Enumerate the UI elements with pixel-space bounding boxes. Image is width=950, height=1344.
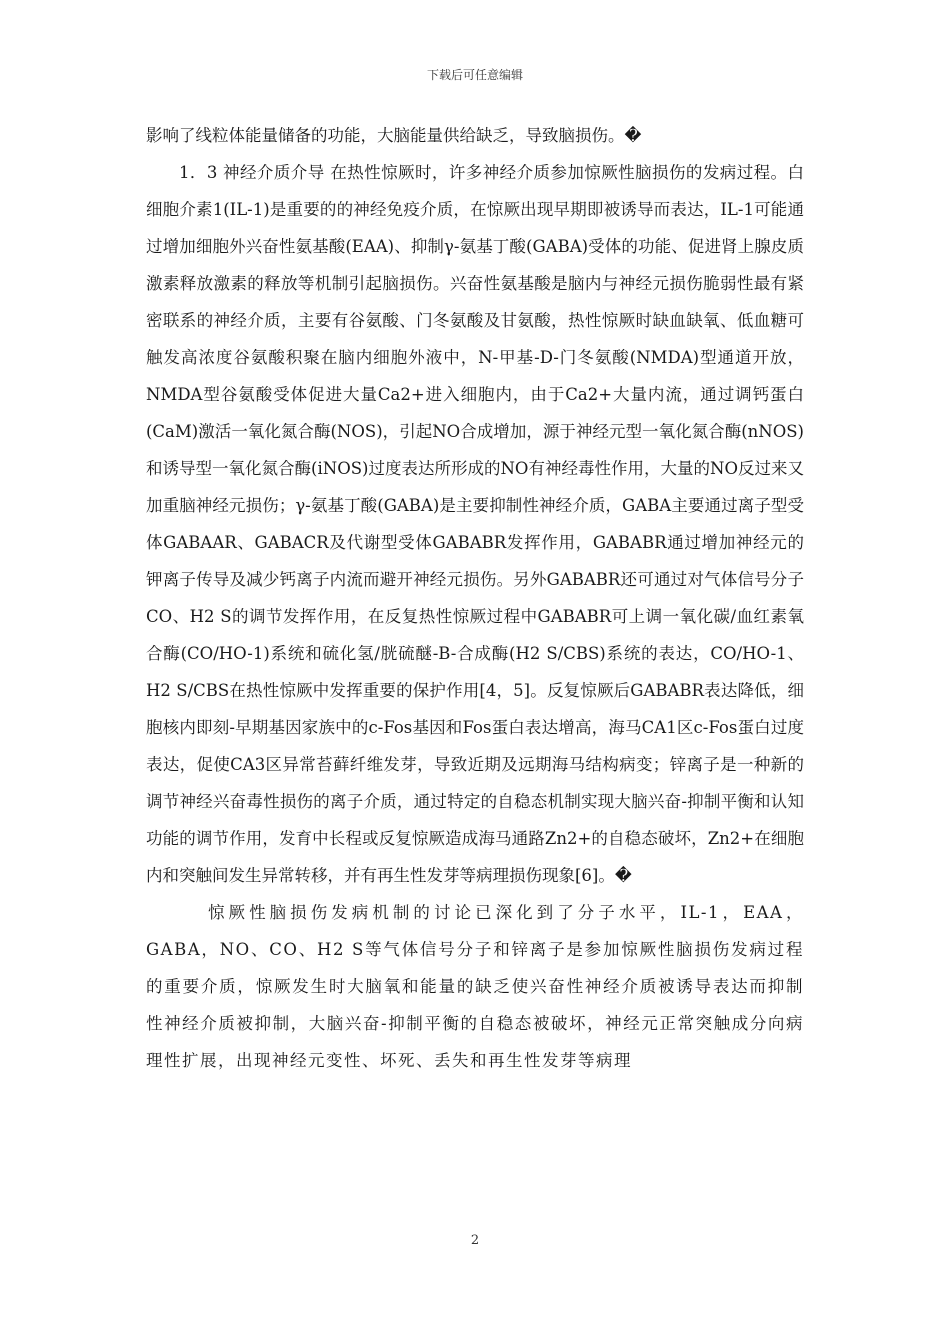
page-header: 下载后可任意编辑	[426, 68, 523, 82]
paragraph-neurotransmitter-mediation: 1．3 神经介质介导 在热性惊厥时，许多神经介质参加惊厥性脑损伤的发病过程。白细胞介素1(IL-1)是重要的的神经免疫介质，在惊厥出现早期即被诱导而表达，IL-1可能通过增加细胞外兴奋性氨基酸(EAA)、抑制γ-氨基丁酸(GABA)受体的功能、促进肾上腺皮质激素释放激素的释放等机制引起脑损伤。兴奋性氨基酸是脑内与神经元损伤脆弱性最有紧密联系的神经介质，主要有谷氨酸、门冬氨酸及甘氨酸，热性惊厥时缺血缺氧、低血糖可触发高浓度谷氨酸积聚在脑内细胞外液中，N-甲基-D-门冬氨酸(NMDA)型通道开放，NMDA型谷氨酸受体促进大量Ca2+进入细胞内，由于Ca2+大量内流，通过调钙蛋白(CaM)激活一氧化氮合酶(NOS)，引起NO合成增加，源于神经元型一氧化氮合酶(nNOS)和诱导型一氧化氮合酶(iNOS)过度表达所形成的NO有神经毒性作用，大量的NO反过来又加重脑神经元损伤；γ-氨基丁酸(GABA)是主要抑制性神经介质，GABA主要通过离子型受体GABAAR、GABACR及代谢型受体GABABR发挥作用，GABABR通过增加神经元的钾离子传导及减少钙离子内流而避开神经元损伤。另外GABABR还可通过对气体信号分子CO、H2 S的调节发挥作用，在反复热性惊厥过程中GABABR可上调一氧化碳/血红素氧合酶(CO/HO-1)系统和硫化氢/胱硫醚-B-合成酶(H2 S/CBS)系统的表达，CO/HO-1、H2 S/CBS在热性惊厥中发挥重要的保护作用[4，5]。反复惊厥后GABABR表达降低，细胞核内即刻-早期基因家族中的c-Fos基因和Fos蛋白表达增高，海马CA1区c-Fos蛋白过度表达，促使CA3区异常苔藓纤维发芽，导致近期及远期海马结构病变；锌离子是一种新的调节神经兴奋毒性损伤的离子介质，通过特定的自稳态机制实现大脑兴奋-抑制平衡和认知功能的调节作用，发育中长程或反复惊厥造成海马通路Zn2+的自稳态破坏，Zn2+在细胞内和突触间发生异常转移，并有再生性发芽等病理损伤现象[6]。�	[146, 163, 804, 885]
document-body	[146, 117, 804, 1079]
paragraph-energy-deficit: 影响了线粒体能量储备的功能，大脑能量供给缺乏，导致脑损伤。�	[146, 126, 642, 145]
page-number: 2	[470, 1233, 480, 1248]
paragraph-summary: 惊厥性脑损伤发病机制的讨论已深化到了分子水平，IL-1，EAA，GABA，NO、CO、H2 S等气体信号分子和锌离子是参加惊厥性脑损伤发病过程的重要介质，惊厥发生时大脑氧和能量的缺乏使兴奋性神经介质被诱导表达而抑制性神经介质被抑制，大脑兴奋-抑制平衡的自稳态被破坏，神经元正常突触成分向病理性扩展，出现神经元变性、坏死、丢失和再生性发芽等病理	[146, 903, 804, 1070]
